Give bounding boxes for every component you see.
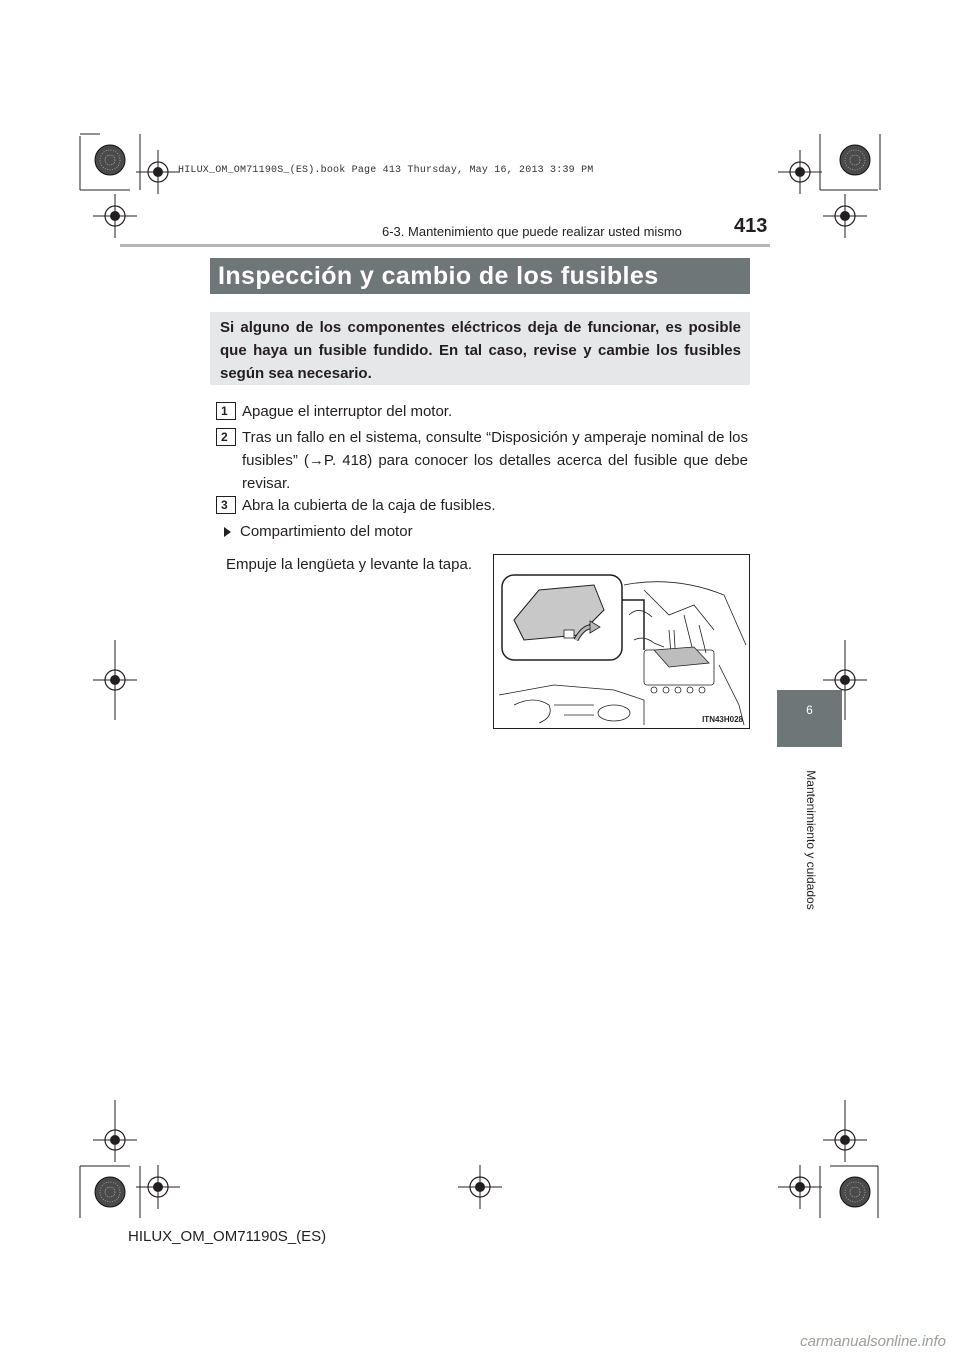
- step-number-1: 1: [216, 402, 236, 420]
- bullet-item: [224, 520, 413, 543]
- triangle-bullet-icon: [224, 527, 231, 537]
- page-number: 413: [734, 215, 768, 237]
- figure-code: ITN43H028: [702, 715, 743, 724]
- step-number-2: 2: [216, 428, 236, 446]
- footer-code: HILUX_OM_OM71190S_(ES): [128, 1228, 327, 1245]
- chapter-tab: 6: [777, 690, 842, 747]
- chapter-label: Mantenimiento y cuidados: [804, 770, 818, 910]
- header-rule: [120, 244, 770, 247]
- section-title: Inspección y cambio de los fusibles: [210, 258, 750, 294]
- step-text-3: Abra la cubierta de la caja de fusibles.: [242, 497, 496, 514]
- running-head: 6-3. Mantenimiento que puede realizar usted mismo: [382, 224, 682, 239]
- figure-caption: Empuje la lengüeta y levante la tapa.: [226, 556, 472, 573]
- bullet-text: Compartimiento del motor: [240, 523, 413, 540]
- intro-box: Si alguno de los componentes eléctricos deja de funcionar, es posible que haya un fusible fundido. En tal caso, revise y cambie los fusibles según sea necesario.: [210, 312, 750, 385]
- watermark: carmanualsonline.info: [800, 1333, 946, 1350]
- engine-compartment-figure: [493, 554, 750, 729]
- step-number-3: 3: [216, 496, 236, 514]
- print-header: HILUX_OM_OM71190S_(ES).book Page 413 Thursday, May 16, 2013 3:39 PM: [178, 165, 594, 176]
- engine-fuse-box-illustration: [494, 555, 749, 728]
- step-text-1: Apague el interruptor del motor.: [242, 403, 453, 420]
- step-text-2: Tras un fallo en el sistema, consulte “Disposición y amperaje nominal de los fusibles” (→P. 418) para conocer los detalles acerca del fusible que debe revisar.: [242, 429, 748, 492]
